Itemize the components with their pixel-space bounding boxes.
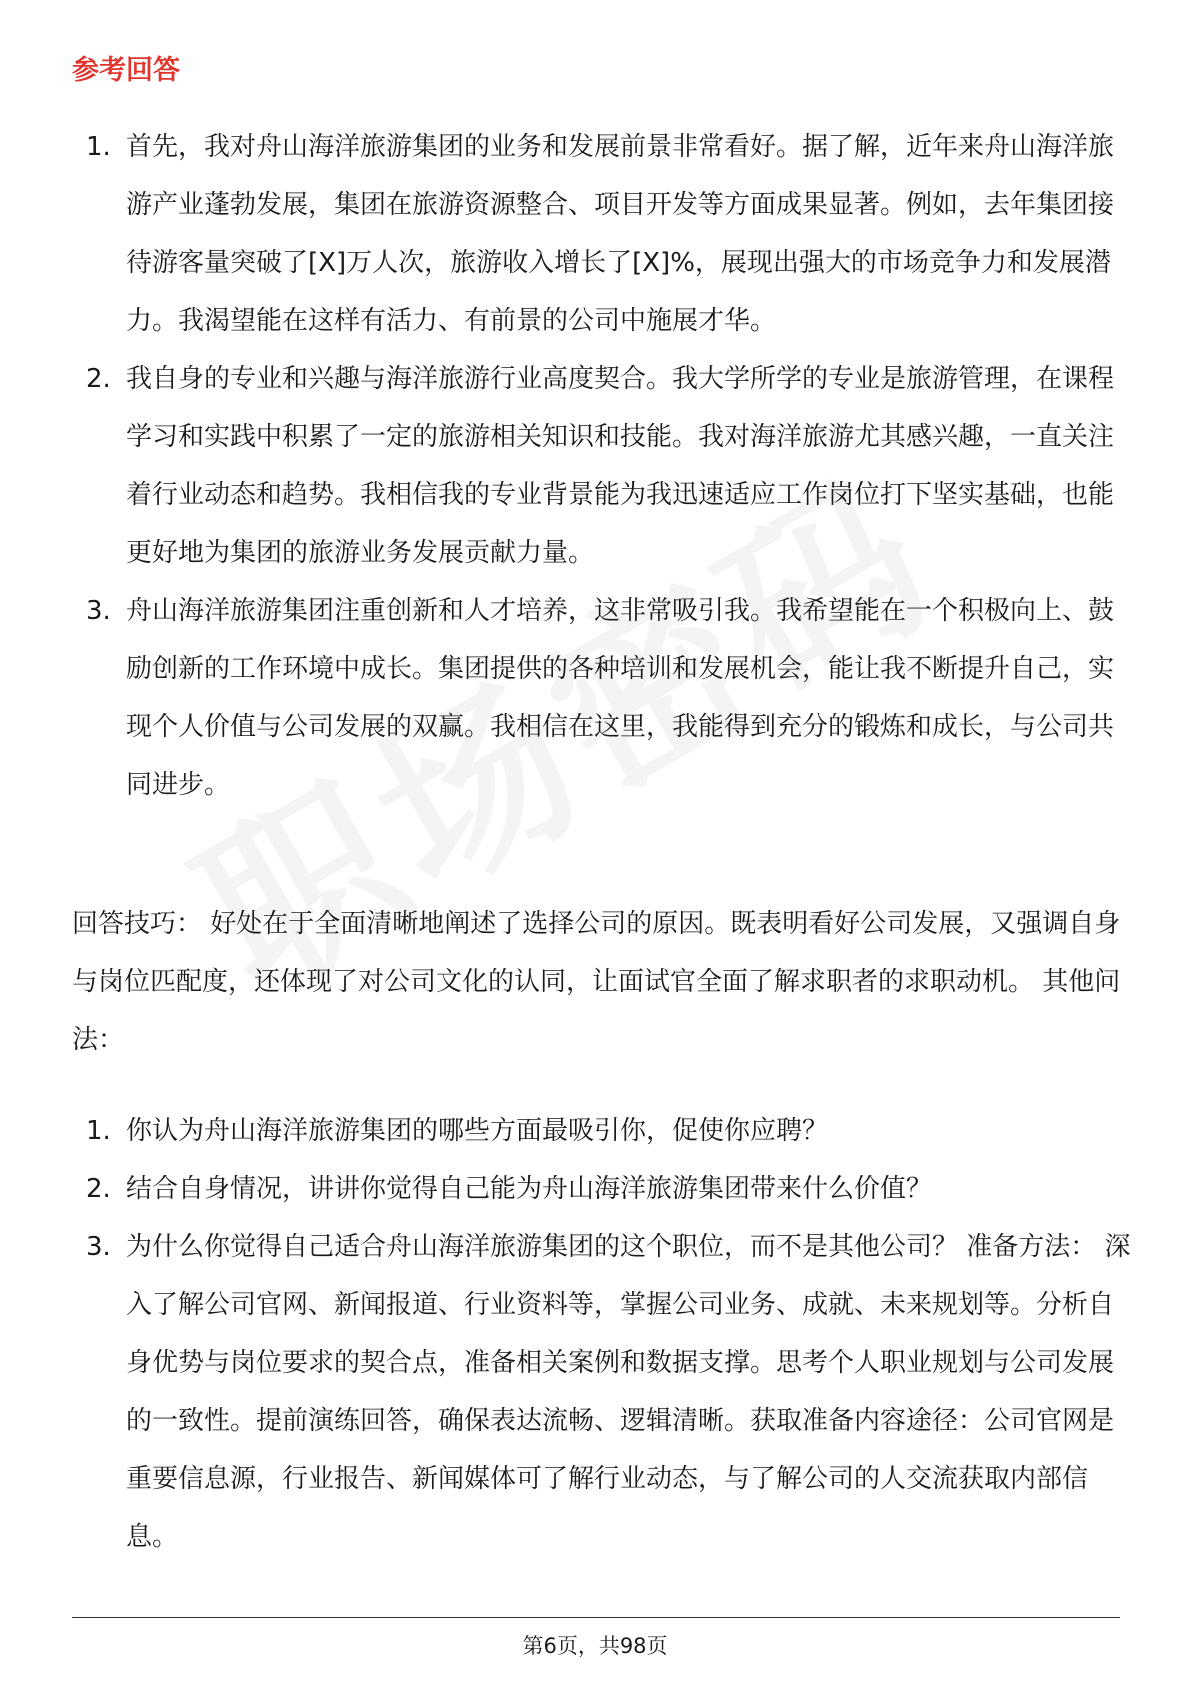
list-number: 2.: [86, 1174, 111, 1204]
answer-list: [72, 118, 1132, 814]
question-text: 你认为舟山海洋旅游集团的哪些方面最吸引你，促使你应聘？: [126, 1116, 829, 1146]
alternative-question: [72, 1160, 1132, 1218]
answer-text: 首先，我对舟山海洋旅游集团的业务和发展前景非常看好。据了解，近年来舟山海洋旅游产业蓬勃发展，集团在旅游资源整合、项目开发等方面成果显著。例如，去年集团接待游客量突破了[X]万人次，旅游收入增长了[X]%，展现出强大的市场竞争力和发展潜力。我渴望能在这样有活力、有前景的公司中施展才华。: [126, 132, 1115, 336]
question-text: 结合自身情况，讲讲你觉得自己能为舟山海洋旅游集团带来什么价值？: [126, 1174, 933, 1204]
alternative-question: [72, 1102, 1132, 1160]
answer-text: 我自身的专业和兴趣与海洋旅游行业高度契合。我大学所学的专业是旅游管理，在课程学习和实践中积累了一定的旅游相关知识和技能。我对海洋旅游尤其感兴趣，一直关注着行业动态和趋势。我相信我的专业背景能为我迅速适应工作岗位打下坚实基础，也能更好地为集团的旅游业务发展贡献力量。: [126, 364, 1115, 568]
list-number: 2.: [86, 364, 111, 394]
alternative-questions-list: [72, 1102, 1132, 1566]
tips-paragraph: 回答技巧： 好处在于全面清晰地阐述了选择公司的原因。既表明看好公司发展，又强调自身与岗位匹配度，还体现了对公司文化的认同，让面试官全面了解求职者的求职动机。 其他问法：: [72, 909, 1121, 1055]
answer-item: [72, 350, 1132, 582]
answer-item: [72, 118, 1132, 350]
list-number: 3.: [86, 1232, 111, 1262]
alternative-question: [72, 1218, 1132, 1566]
list-number: 1.: [86, 1116, 111, 1146]
answer-text: 舟山海洋旅游集团注重创新和人才培养，这非常吸引我。我希望能在一个积极向上、鼓励创新的工作环境中成长。集团提供的各种培训和发展机会，能让我不断提升自己，实现个人价值与公司发展的双赢。我相信在这里，我能得到充分的锻炼和成长，与公司共同进步。: [126, 596, 1115, 800]
page-number: 第6页，共98页: [522, 1634, 668, 1658]
list-number: 1.: [86, 132, 111, 162]
section-heading: 参考回答: [72, 55, 180, 86]
answer-item: [72, 582, 1132, 814]
list-number: 3.: [86, 596, 111, 626]
footer-divider: [72, 1617, 1120, 1618]
question-text: 为什么你觉得自己适合舟山海洋旅游集团的这个职位，而不是其他公司？ 准备方法： 深入了解公司官网、新闻报道、行业资料等，掌握公司业务、成就、未来规划等。分析自身优势与岗位要求的契合点，准备相关案例和数据支撑。思考个人职业规划与公司发展的一致性。提前演练回答，确保表达流畅、逻辑清晰。获取准备内容途径：公司官网是重要信息源，行业报告、新闻媒体可了解行业动态，与了解公司的人交流获取内部信息。: [126, 1232, 1131, 1552]
